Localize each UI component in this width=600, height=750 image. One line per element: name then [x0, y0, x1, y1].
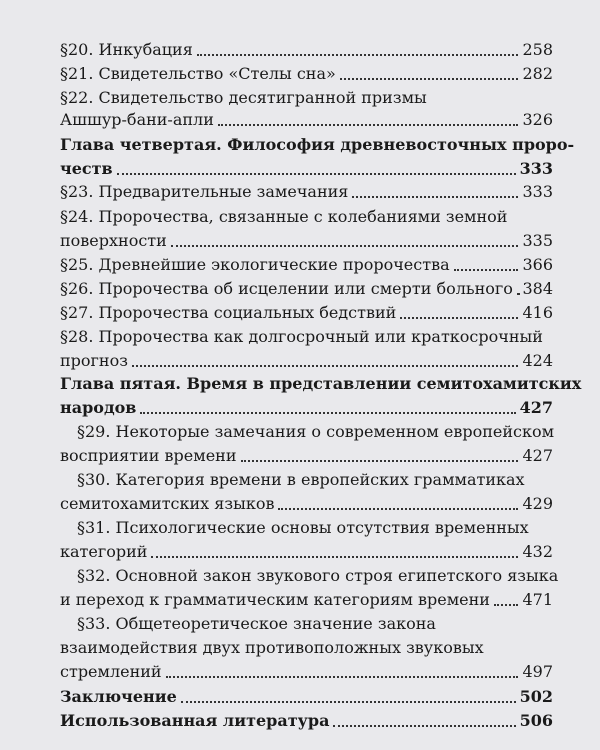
toc-page-number: 384: [522, 279, 553, 298]
toc-page-number: 335: [522, 231, 553, 250]
leader-dots: [517, 292, 519, 295]
toc-page-number: 427: [522, 446, 553, 465]
leader-dots: [171, 244, 519, 247]
toc-entry-title-cont: семитохамитских языков: [60, 494, 275, 513]
toc-entry-title: §23. Предварительные замечания: [60, 182, 349, 201]
toc-entry-title-cont: Ашшур-бани-апли: [60, 110, 214, 129]
toc-entry-title: §31. Психологические основы отсутствия временных: [77, 518, 529, 537]
leader-dots: [218, 123, 519, 126]
toc-page-number: 427: [519, 398, 553, 417]
toc-entry-title: §26. Пророчества об исцелении или смерти больного: [60, 279, 513, 298]
toc-entry-title-cont: взаимодействия двух противоположных звуковых: [60, 638, 484, 657]
toc-entry-title-cont: стремлений: [60, 662, 162, 681]
toc-page-number: 471: [522, 590, 553, 609]
leader-dots: [166, 675, 519, 678]
toc-entry-title: §30. Категория времени в европейских грамматиках: [77, 470, 525, 489]
leader-dots: [117, 172, 516, 175]
leader-dots: [278, 507, 518, 510]
toc-entry-title-cont: честв: [60, 159, 113, 178]
toc-entry-title: Глава пятая. Время в представлении семитохамитских: [60, 374, 582, 393]
toc-entry-title-cont: восприятии времени: [60, 446, 237, 465]
toc-entry-title: §24. Пророчества, связанные с колебаниями земной: [60, 207, 508, 226]
toc-entry-title: §22. Свидетельство десятигранной призмы: [60, 88, 427, 107]
leader-dots: [333, 724, 515, 727]
leader-dots: [197, 53, 519, 56]
toc-page-number: 432: [522, 542, 553, 561]
toc-page-number: 506: [519, 711, 553, 730]
toc-entry-title: §20. Инкубация: [60, 40, 193, 59]
leader-dots: [340, 77, 519, 80]
toc-page-number: 333: [519, 159, 553, 178]
toc-page-number: 366: [522, 255, 553, 274]
toc-entry-title: Использованная литература: [60, 711, 330, 730]
toc-page-number: 424: [522, 351, 553, 370]
toc-entry-title: §21. Свидетельство «Стелы сна»: [60, 64, 336, 83]
toc-page-number: 416: [522, 303, 553, 322]
toc-entry-title: §25. Древнейшие экологические пророчества: [60, 255, 450, 274]
leader-dots: [454, 268, 519, 271]
toc-page-number: 429: [522, 494, 553, 513]
toc-entry-title: Глава четвертая. Философия древневосточных проро-: [60, 135, 575, 154]
leader-dots: [132, 364, 519, 367]
toc-entry-title-cont: поверхности: [60, 231, 167, 250]
toc-entry-title: §27. Пророчества социальных бедствий: [60, 303, 397, 322]
toc-entry-title-cont: и переход к грамматическим категориям времени: [60, 590, 490, 609]
toc-entry-title-cont: прогноз: [60, 351, 128, 370]
leader-dots: [181, 700, 516, 703]
toc-page-number: 497: [522, 662, 553, 681]
toc-entry-title: §32. Основной закон звукового строя египетского языка: [77, 566, 559, 585]
toc-page-number: 326: [522, 110, 553, 129]
toc-page-number: 282: [522, 64, 553, 83]
toc-entry-title: §29. Некоторые замечания о современном европейском: [77, 422, 555, 441]
leader-dots: [352, 195, 518, 198]
leader-dots: [494, 603, 519, 606]
leader-dots: [241, 459, 519, 462]
leader-dots: [140, 411, 515, 414]
toc-entry-title: Заключение: [60, 687, 177, 706]
toc-entry-title-cont: народов: [60, 398, 137, 417]
toc-entry-title: §28. Пророчества как долгосрочный или краткосрочный: [60, 327, 543, 346]
leader-dots: [151, 555, 518, 558]
toc-entry-title-cont: категорий: [60, 542, 148, 561]
toc-page-number: 502: [519, 687, 553, 706]
toc-page-number: 333: [522, 182, 553, 201]
toc-page-number: 258: [522, 40, 553, 59]
toc-entry-title: §33. Общетеоретическое значение закона: [77, 614, 436, 633]
leader-dots: [400, 316, 518, 319]
